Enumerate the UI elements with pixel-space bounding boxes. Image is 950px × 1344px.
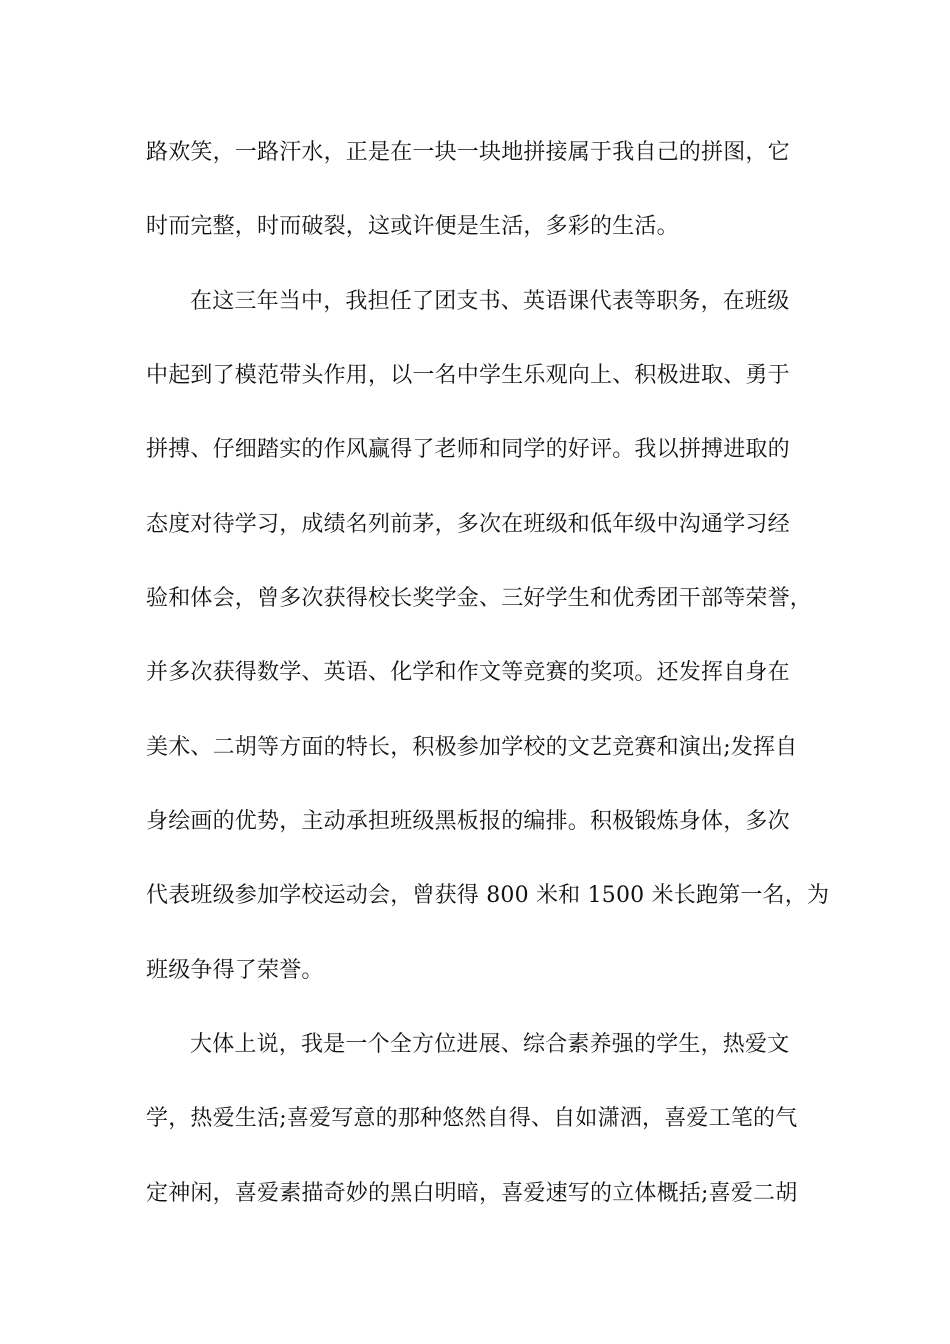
text-line: 中起到了模范带头作用，以一名中学生乐观向上、积极进取、勇于 <box>146 363 790 388</box>
text-line: 拼搏、仔细踏实的作风赢得了老师和同学的好评。我以拼搏进取的 <box>146 437 790 462</box>
paragraph-first-line: 大体上说，我是一个全方位进展、综合素养强的学生，热爱文 <box>190 1032 790 1057</box>
text-line: 学，热爱生活;喜爱写意的那种悠然自得、自如潇洒，喜爱工笔的气 <box>146 1106 798 1131</box>
text-line: 代表班级参加学校运动会，曾获得 800 米和 1500 米长跑第一名，为 <box>146 883 830 908</box>
text-line: 态度对待学习，成绩名列前茅，多次在班级和低年级中沟通学习经 <box>146 512 790 537</box>
text-line: 定神闲，喜爱素描奇妙的黑白明暗，喜爱速写的立体概括;喜爱二胡 <box>146 1181 798 1206</box>
text-line: 身绘画的优势，主动承担班级黑板报的编排。积极锻炼身体，多次 <box>146 809 790 834</box>
text-line: 并多次获得数学、英语、化学和作文等竞赛的奖项。还发挥自身在 <box>146 660 790 685</box>
text-line: 班级争得了荣誉。 <box>146 958 324 983</box>
text-line: 验和体会，曾多次获得校长奖学金、三好学生和优秀团干部等荣誉， <box>146 586 813 611</box>
text-line: 路欢笑，一路汗水，正是在一块一块地拼接属于我自己的拼图，它 <box>146 140 790 165</box>
paragraph-first-line: 在这三年当中，我担任了团支书、英语课代表等职务，在班级 <box>190 289 790 314</box>
text-line: 时而完整，时而破裂，这或许便是生活，多彩的生活。 <box>146 214 679 239</box>
text-line: 美术、二胡等方面的特长，积极参加学校的文艺竞赛和演出;发挥自 <box>146 735 798 760</box>
